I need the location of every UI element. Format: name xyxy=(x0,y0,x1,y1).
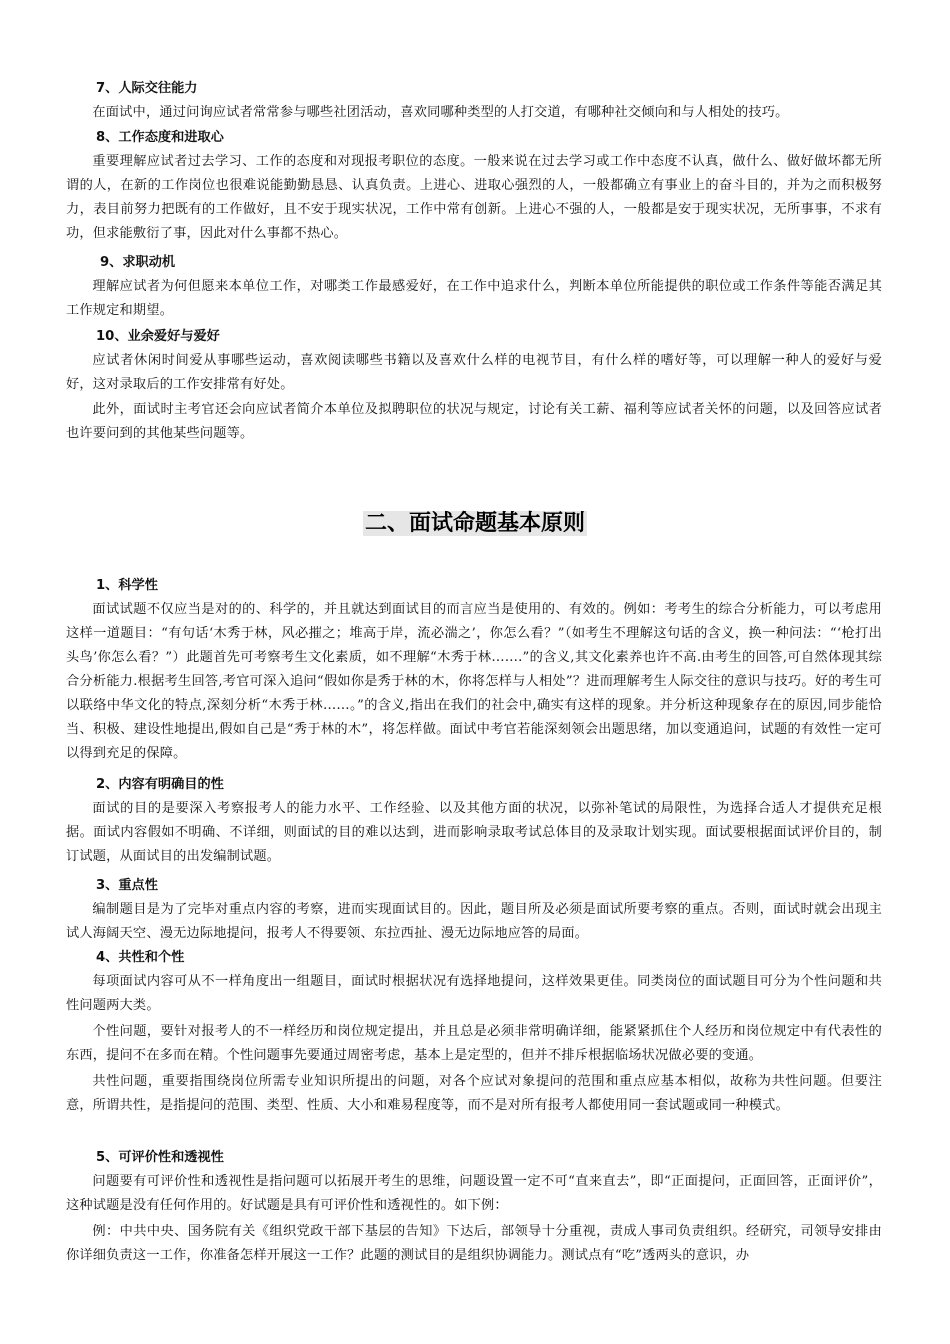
section-title xyxy=(0,508,950,540)
paragraph-clear-purpose: 面试的目的是要深入考察报考人的能力水平、工作经验、以及其他方面的状况，以弥补笔试的局限性，为选择合适人才提供充足根据。面试内容假如不明确、不详细，则面试的目的难以达到，进而影响录取考试总体目的及录取计划实现。面试要根据面试评价目的，制订试题，从面试目的出发编制试题。 xyxy=(66,801,882,864)
paragraph-interpersonal: 在面试中，通过问询应试者常常参与哪些社团活动，喜欢同哪种类型的人打交道，有哪种社交倾向和与人相处的技巧。 xyxy=(92,105,789,120)
heading-scientific: 1、科学性 xyxy=(96,578,158,593)
paragraph-question-groups: 每项面试内容可从不一样角度出一组题目，面试时根据状况有选择地提问，这样效果更佳。同类岗位的面试题目可分为个性问题和共性问题两大类。 xyxy=(66,974,882,1013)
paragraph-additionally: 此外，面试时主考官还会向应试者简介本单位及拟聘职位的状况与规定，讨论有关工薪、福利等应试者关怀的问题，以及回答应试者也许要问到的其他某些问题等。 xyxy=(66,402,882,441)
paragraph-individual-questions: 个性问题，要针对报考人的不一样经历和岗位规定提出，并且总是必须非常明确详细，能紧紧抓住个人经历和岗位规定中有代表性的东西，提问不在多而在精。个性问题事先要通过周密考虑，基本上是定型的，但并不排斥根据临场状况做必要的变通。 xyxy=(66,1024,882,1063)
paragraph-hobbies: 应试者休闲时间爱从事哪些运动，喜欢阅读哪些书籍以及喜欢什么样的电视节目，有什么样的嗜好等，可以理解一种人的爱好与爱好，这对录取后的工作安排常有好处。 xyxy=(66,353,882,392)
heading-evaluability: 5、可评价性和透视性 xyxy=(96,1150,224,1165)
paragraph-common-questions: 共性问题，重要指围绕岗位所需专业知识所提出的问题，对各个应试对象提问的范围和重点应基本相似，故称为共性问题。但要注意，所谓共性，是指提问的范围、类型、性质、大小和难易程度等，而不是对所有报考人都使用同一套试题或同一种模式。 xyxy=(66,1074,882,1113)
paragraph-work-attitude: 重要理解应试者过去学习、工作的态度和对现报考职位的态度。一般来说在过去学习或工作中态度不认真，做什么、做好做坏都无所谓的人，在新的工作岗位也很难说能勤勤恳恳、认真负责。上进心、进取心强烈的人，一般都确立有事业上的奋斗目的，并为之而积极努力，表目前努力把既有的工作做好，且不安于现实状况，工作中常有创新。上进心不强的人，一般都是安于现实状况，无所事事，不求有功，但求能敷衍了事，因此对什么事都不热心。 xyxy=(66,154,882,241)
paragraph-example: 例：中共中央、国务院有关《组织党政干部下基层的告知》下达后，部领导十分重视，责成人事司负责组织。经研究，司领导安排由你详细负责这一工作，你准备怎样开展这一工作？此题的测试目的是组织协调能力。测试点有“吃”透两头的意识，办 xyxy=(66,1224,882,1263)
paragraph-scientific: 面试试题不仅应当是对的的、科学的，并且就达到面试目的而言应当是使用的、有效的。例如：考考生的综合分析能力，可以考虑用这样一道题目：“有句话‘木秀于林，风必摧之；堆高于岸，流必湍之’，你怎么看？”（如考生不理解这句话的含义，换一种问法：“‘枪打出头鸟’你怎么看？”）此题首先可考察考生文化素质，如不理解“木秀于林…….”的含义,其文化素养也许不高.由考生的回答,可自然体现其综合分析能力.根据考生回答,考官可深入追问“假如你是秀于林的木，你将怎样与人相处”？进而理解考生人际交往的意识与技巧。好的考生可以联络中华文化的特点,深刻分析“木秀于林……。”的含义,指出在我们的社会中,确实有这样的现象。并分析这种现象存在的原因,同步能恰当、积极、建设性地提出,假如自己是“秀于林的木”，将怎样做。面试中考官若能深刻领会出题思绪，加以变通追问，试题的有效性一定可以得到充足的保障。 xyxy=(66,602,882,761)
heading-interpersonal: 7、人际交往能力 xyxy=(96,81,198,96)
heading-clear-purpose: 2、内容有明确目的性 xyxy=(96,777,224,792)
paragraph-key-points: 编制题目是为了完毕对重点内容的考察，进而实现面试目的。因此，题目所及必须是面试所要考察的重点。否则，面试时就会出现主试人海阔天空、漫无边际地提问，报考人不得要领、东拉西扯、漫无边际地应答的局面。 xyxy=(66,902,882,941)
heading-commonality-individuality: 4、共性和个性 xyxy=(96,950,185,965)
paragraph-job-motivation: 理解应试者为何但愿来本单位工作，对哪类工作最感爱好，在工作中追求什么，判断本单位所能提供的职位或工作条件等能否满足其工作规定和期望。 xyxy=(66,279,882,318)
heading-work-attitude: 8、工作态度和进取心 xyxy=(96,130,224,145)
heading-key-points: 3、重点性 xyxy=(96,878,158,893)
heading-job-motivation: 9、求职动机 xyxy=(100,255,176,270)
heading-hobbies: 10、业余爱好与爱好 xyxy=(96,329,220,344)
section-title-text: 二、面试命题基本原则 xyxy=(364,511,585,536)
paragraph-evaluability: 问题要有可评价性和透视性是指问题可以拓展开考生的思维，问题设置一定不可“直来直去”，即“正面提问，正面回答，正面评价”，这种试题是没有任何作用的。好试题是具有可评价性和透视性的。如下例： xyxy=(66,1174,882,1213)
